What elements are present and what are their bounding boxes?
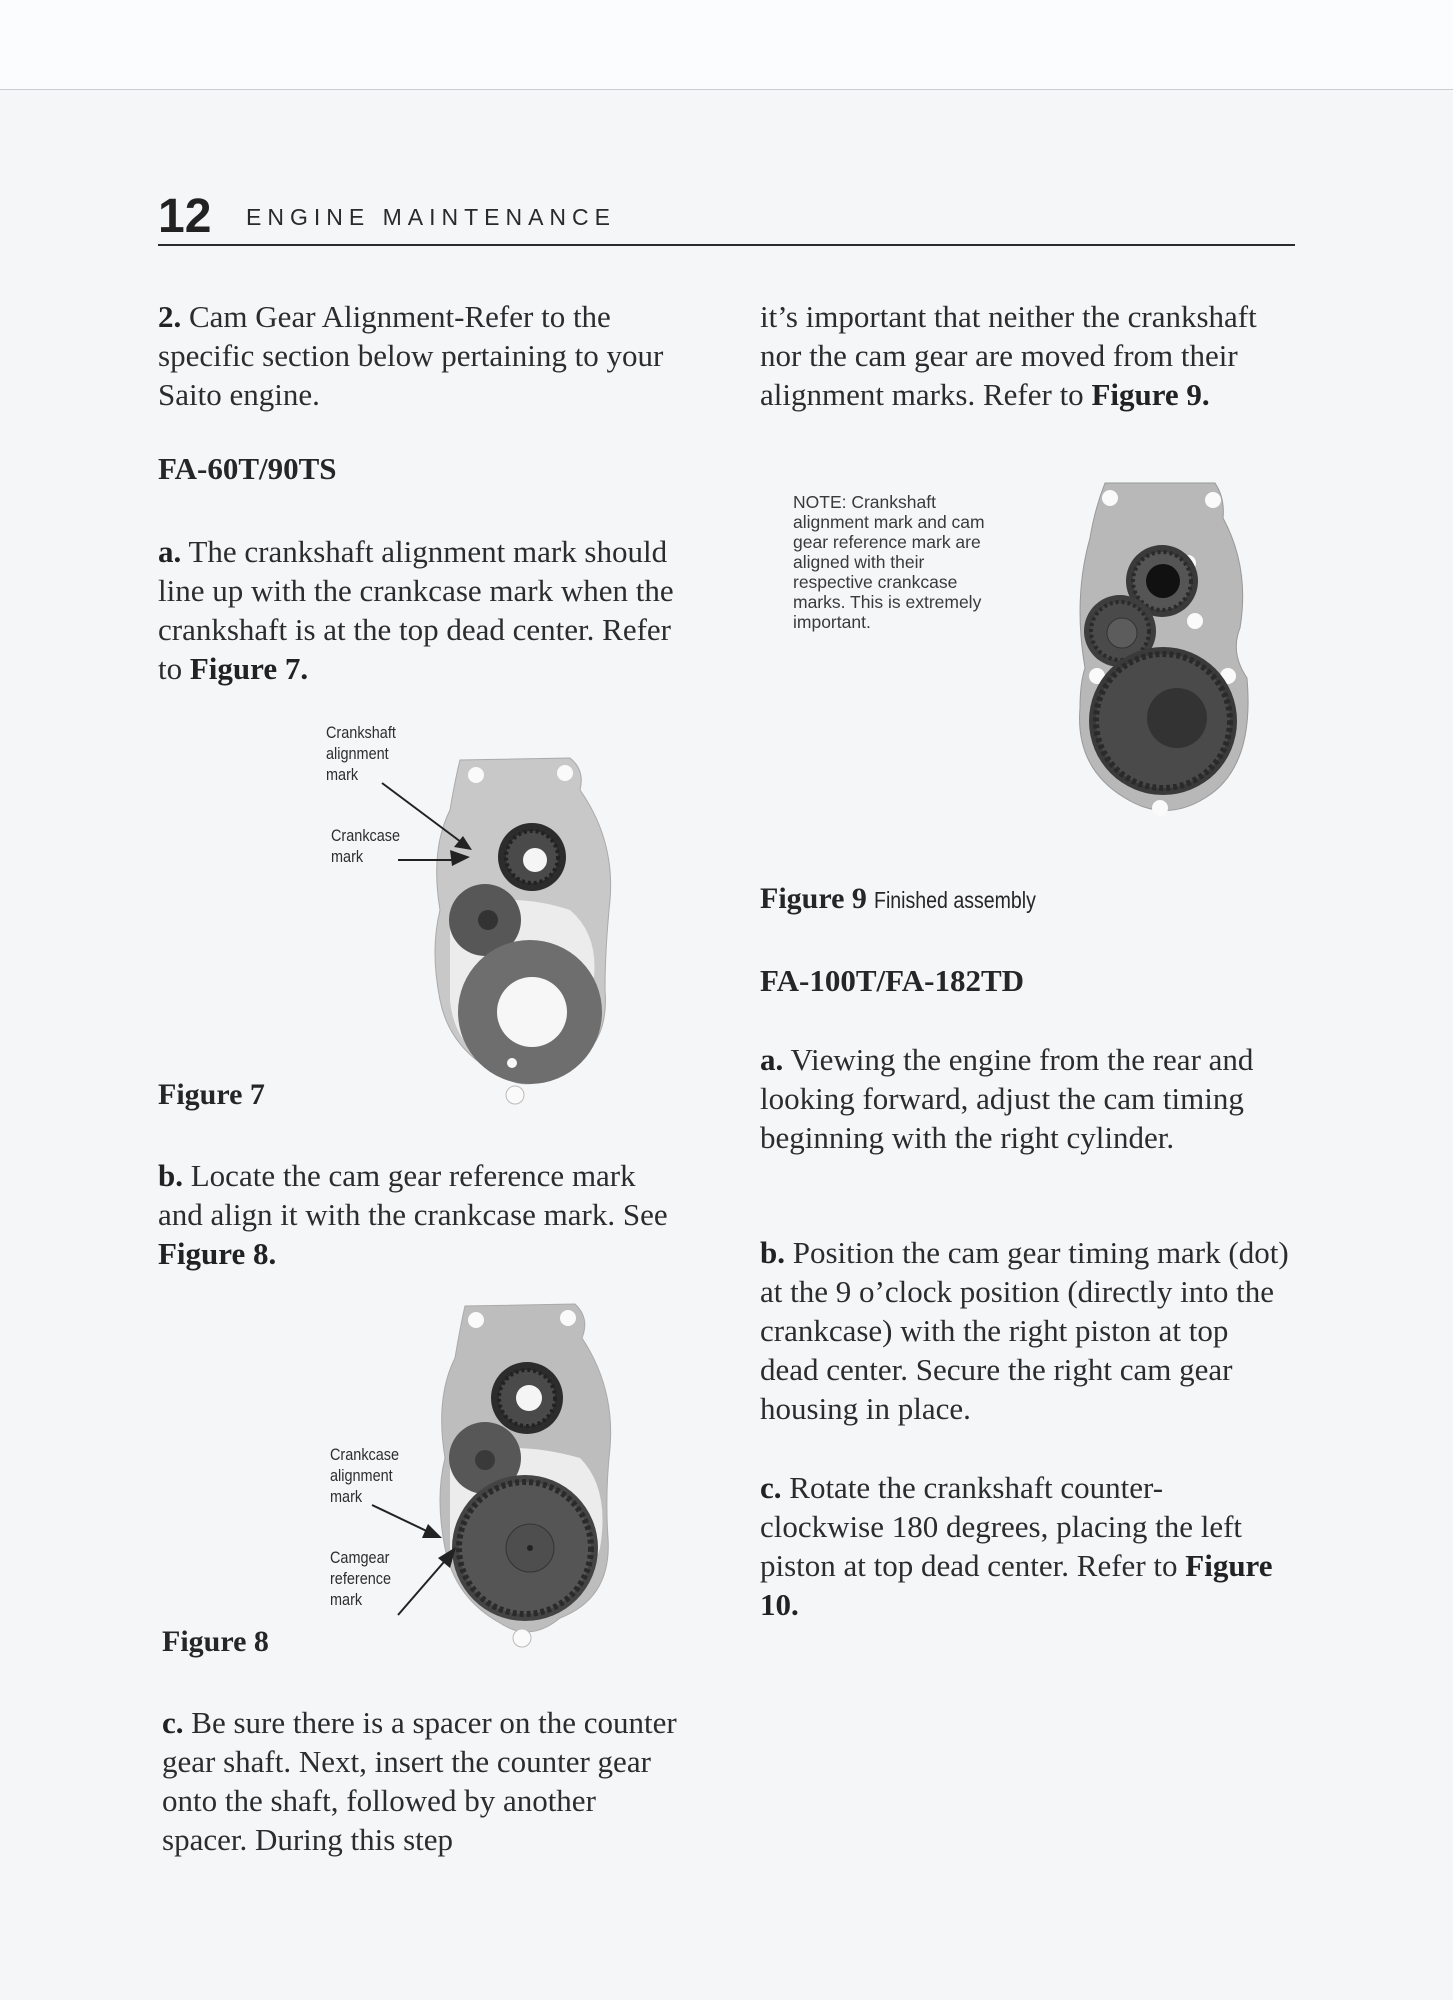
cam-gear-hub [1147, 688, 1207, 748]
page-number: 12 [158, 190, 212, 243]
hub-center [527, 1545, 533, 1551]
header-rule [158, 244, 1295, 246]
bolt-hole [506, 1086, 524, 1104]
figure-8-arrows [370, 1490, 470, 1620]
step-text: Locate the cam gear reference mark and align it with the crankcase mark. See [158, 1158, 668, 1232]
figure-label: Figure 9 [760, 882, 867, 915]
callout-line: mark [330, 1590, 363, 1609]
bolt-hole [513, 1629, 531, 1647]
callout-line: mark [331, 847, 364, 866]
figure-reference: Figure 7. [189, 651, 309, 686]
step-label: a. [158, 534, 182, 569]
bolt-hole [468, 1312, 484, 1328]
callout-line: Crankcase [330, 1445, 400, 1464]
callout-line: Crankcase [331, 826, 401, 845]
scan-border [0, 0, 1453, 90]
arrow-line [398, 1555, 450, 1615]
figure-9-image [1065, 478, 1255, 823]
cam-gear-bore [497, 977, 567, 1047]
bolt-hole [1187, 613, 1203, 629]
step-text: Be sure there is a spacer on the counter gear shaft. Next, insert the counter gear onto the shaft, followed by another spacer. During this step [162, 1705, 677, 1857]
shaft-bore [1146, 564, 1180, 598]
bolt-hole [557, 765, 573, 781]
step-b-paragraph [158, 1156, 678, 1273]
step-label: b. [158, 1158, 183, 1193]
callout-line: Camgear [330, 1548, 390, 1567]
step-text: Viewing the engine from the rear and looking forward, adjust the cam timing beginning with the right cylinder. [760, 1042, 1254, 1155]
counter-gear-hub [1107, 618, 1137, 648]
figure-7-arrows [370, 770, 490, 870]
shaft-bore [516, 1385, 542, 1411]
figure-subcaption: Finished assembly [874, 887, 1037, 913]
bolt-hole [560, 1310, 576, 1326]
step-a-paragraph [158, 532, 678, 688]
step-label: c. [162, 1705, 184, 1740]
figure-reference: Figure 10. [760, 1548, 1273, 1622]
figure-7-caption: Figure 7 [158, 1078, 265, 1111]
step-a-paragraph-fa100 [760, 1040, 1290, 1157]
step-text: The crankshaft alignment mark should line up with the crankcase mark when the crankshaft is at the top dead center. Refer to [158, 534, 674, 686]
shaft-bore [523, 848, 547, 872]
heading-fa60t-90ts: FA-60T/90TS [158, 451, 337, 486]
counter-gear-hub [478, 910, 498, 930]
step-2-paragraph [158, 297, 678, 414]
step-label: b. [760, 1235, 785, 1270]
figure-reference: Figure 8. [158, 1236, 277, 1271]
section-title: ENGINE MAINTENANCE [246, 204, 616, 230]
arrow-head [422, 1524, 442, 1538]
page-header [158, 187, 1295, 247]
callout-line: alignment [330, 1466, 393, 1485]
step-c-paragraph [162, 1703, 682, 1859]
bolt-hole [507, 1058, 517, 1068]
paragraph-text: it’s important that neither the crankshaft nor the cam gear are moved from their alignment marks. Refer to [760, 299, 1257, 412]
continued-paragraph [760, 297, 1280, 414]
bolt-hole [1205, 492, 1221, 508]
step-label: 2. [158, 299, 182, 334]
step-label: c. [760, 1470, 782, 1505]
callout-line: mark [330, 1487, 363, 1506]
bolt-hole [1152, 800, 1168, 816]
figure-9-caption [760, 882, 1065, 916]
step-b-paragraph-fa100 [760, 1233, 1290, 1428]
note-text: NOTE: Crankshaft alignment mark and cam gear reference mark are aligned with their respective crankcase marks. This is extremely important. [793, 492, 985, 632]
counter-gear-hub [475, 1450, 495, 1470]
heading-fa100t-fa182td: FA-100T/FA-182TD [760, 963, 1025, 998]
arrow-line [382, 783, 465, 845]
callout-line: alignment [326, 744, 389, 763]
callout-line: reference [330, 1569, 392, 1588]
step-text: Rotate the crankshaft counter-clockwise 180 degrees, placing the left piston at top dead center. Refer to [760, 1470, 1243, 1583]
figure-reference: Figure 9. [1091, 377, 1210, 412]
callout-line: mark [326, 765, 359, 784]
step-text: Cam Gear Alignment-Refer to the specific section below pertaining to your Saito engine. [158, 299, 664, 412]
arrow-head [450, 850, 470, 866]
bolt-hole [1102, 490, 1118, 506]
figure-8-caption: Figure 8 [162, 1625, 269, 1658]
step-text: Position the cam gear timing mark (dot) at the 9 o’clock position (directly into the crankcase) with the right piston at top dead center. Secure the right cam gear housing in place. [760, 1235, 1289, 1426]
callout-line: Crankshaft [326, 723, 396, 742]
step-c-paragraph-fa100 [760, 1468, 1280, 1624]
step-label: a. [760, 1042, 784, 1077]
